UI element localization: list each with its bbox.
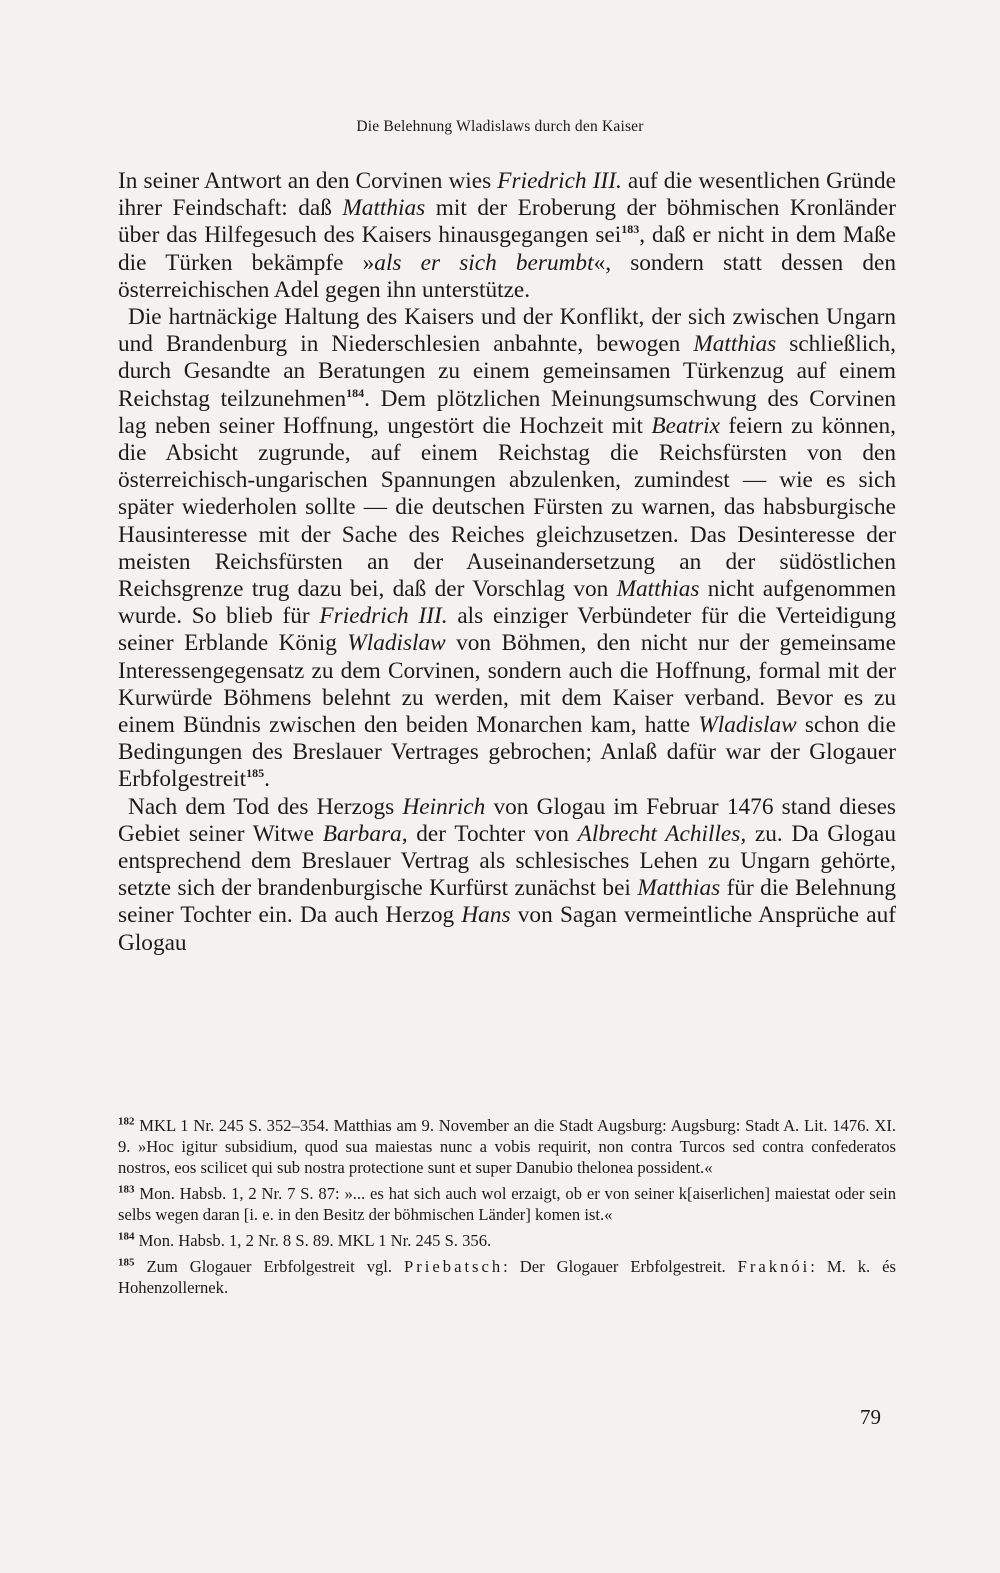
paragraph <box>118 168 896 304</box>
paragraph <box>118 794 896 957</box>
footnote-reference: 184 <box>346 385 365 400</box>
text-run: MKL 1 Nr. 245 S. 352–354. Matthias am 9. November an die Stadt Augsburg: Augsburg: Stadt A. Lit. 1476. XI. 9. »Hoc igitur subsidium, quod sua maiestas nunc a vobis requirit, non contra Turcos sed contra confederatos nostros, eos scilicet qui sub nostra protectione sunt et super Danubio thelonea possident.« <box>118 1116 896 1177</box>
text-run: für die Belehnung seiner Tochter ein. Da auch Herzog <box>118 875 896 929</box>
italic-text: Matthias <box>342 195 426 222</box>
footnote-number: 184 <box>118 1230 135 1243</box>
text-run: schließlich, durch Gesandte an Beratungen zu einem gemeinsamen Türkenzug auf einem Reichstag teilzunehmen <box>118 331 896 412</box>
text-run: «, sondern statt dessen den österreichischen Adel gegen ihn unterstütze. <box>118 249 897 303</box>
text-run: Zum Glogauer Erbfolgestreit vgl. <box>146 1257 405 1276</box>
text-run: mit der Eroberung der böhmischen Kronländer über das Hilfegesuch des Kaisers hinausgegangen sei <box>118 195 896 249</box>
text-run: von Böhmen, den nicht nur der gemeinsame Interessengegensatz zu dem Corvinen, sondern auch die Hoffnung, formal mit der Kurwürde Böhmens belehnt zu werden, mit dem Kaiser verband. Bevor es zu einem Bündnis zwischen den beiden Monarchen kam, hatte <box>118 630 896 739</box>
italic-text: Matthias <box>637 875 721 902</box>
paragraph <box>118 304 896 794</box>
text-run: , daß er nicht in dem Maße die Türken bekämpfe » <box>118 222 896 276</box>
spaced-author-name: Priebatsch <box>404 1257 504 1276</box>
italic-text: Wladislaw <box>347 630 446 657</box>
text-run: schon die Bedingungen des Breslauer Vertrages gebrochen; Anlaß dafür war der Glogauer Erbfolgestreit <box>118 712 896 793</box>
footnote <box>118 1183 896 1225</box>
text-run: als einziger Verbündeter für die Verteidigung seiner Erblande König <box>118 603 896 657</box>
text-run: Mon. Habsb. 1, 2 Nr. 7 S. 87: »... es hat sich auch wol erzaigt, ob er von seiner k[aiserlichen] maiestat oder sein selbs wegen daran [i. e. in den Besitz der böhmischen Länder] komen ist.« <box>118 1184 896 1224</box>
text-run: : M. k. és Hohenzollernek. <box>118 1257 896 1297</box>
footnote-reference: 185 <box>246 766 265 781</box>
text-run: von Sagan vermeintliche Ansprüche auf Glogau <box>118 902 897 956</box>
text-run: Die hartnäckige Haltung des Kaisers und der Konflikt, der sich zwischen Ungarn und Brandenburg in Niederschlesien anbahnte, bewogen <box>118 304 896 358</box>
italic-text: Wladislaw <box>698 712 797 739</box>
italic-text: Matthias <box>693 331 777 358</box>
italic-text: Albrecht Achilles, <box>577 820 747 847</box>
text-run: In seiner Antwort an den Corvinen wies <box>118 168 498 194</box>
text-run: feiern zu können, die Absicht zugrunde, auf einem Reichstag die Reichsfürsten von den österreichisch-ungarischen Spannungen abzulenken, zumindest — wie es sich später wiederholen sollte — die deutschen Fürsten zu warnen, das habsburgische Hausinteresse mit der Sache des Reiches gleichzusetzen. Das Desinteresse der meisten Reichsfürsten an der Auseinandersetzung an der südöstlichen Reichsgrenze trug dazu bei, daß der Vorschlag von <box>118 412 896 603</box>
italic-text: Beatrix <box>651 412 720 439</box>
italic-text: Hans <box>461 902 511 929</box>
text-run: nicht aufgenommen wurde. So blieb für <box>118 576 896 630</box>
spaced-author-name: Fraknói <box>737 1257 811 1276</box>
footnote-number: 182 <box>118 1115 135 1128</box>
italic-text: Matthias <box>616 576 700 603</box>
text-run: . <box>264 766 270 793</box>
italic-text: Barbara, <box>322 820 408 847</box>
footnote-number: 183 <box>118 1183 135 1196</box>
text-run: von Glogau im Februar 1476 stand dieses Gebiet seiner Witwe <box>118 793 896 847</box>
text-run: zu. Da Glogau entsprechend dem Breslauer Vertrag als schlesisches Lehen zu Ungarn gehörte, setzte sich der brandenburgische Kurfürst zunächst bei <box>118 820 896 902</box>
footnotes <box>118 1115 896 1303</box>
text-run: auf die wesentlichen Gründe ihrer Feindschaft: daß <box>118 168 896 222</box>
text-run: . Dem plötzlichen Meinungsumschwung des Corvinen lag neben seiner Hoffnung, ungestört die Hochzeit mit <box>118 385 896 439</box>
footnote-reference: 183 <box>621 222 640 237</box>
italic-text: Friedrich III. <box>319 603 448 630</box>
italic-text: als er sich berumbt <box>374 249 594 276</box>
italic-text: Heinrich <box>402 793 486 820</box>
body-text <box>118 168 896 957</box>
text-run: : Der Glogauer Erbfolgestreit. <box>503 1257 738 1276</box>
footnote-number: 185 <box>118 1256 135 1269</box>
footnote <box>118 1230 896 1251</box>
running-head: Die Belehnung Wladislaws durch den Kaiser <box>356 118 644 135</box>
footnote <box>118 1256 896 1298</box>
page-number: 79 <box>860 1405 881 1429</box>
text-run: der Tochter von <box>407 820 578 847</box>
text-run: Mon. Habsb. 1, 2 Nr. 8 S. 89. MKL 1 Nr. 245 S. 356. <box>138 1231 492 1250</box>
italic-text: Friedrich III. <box>497 168 622 194</box>
text-run: Nach dem Tod des Herzogs <box>128 793 403 820</box>
footnote <box>118 1115 896 1178</box>
